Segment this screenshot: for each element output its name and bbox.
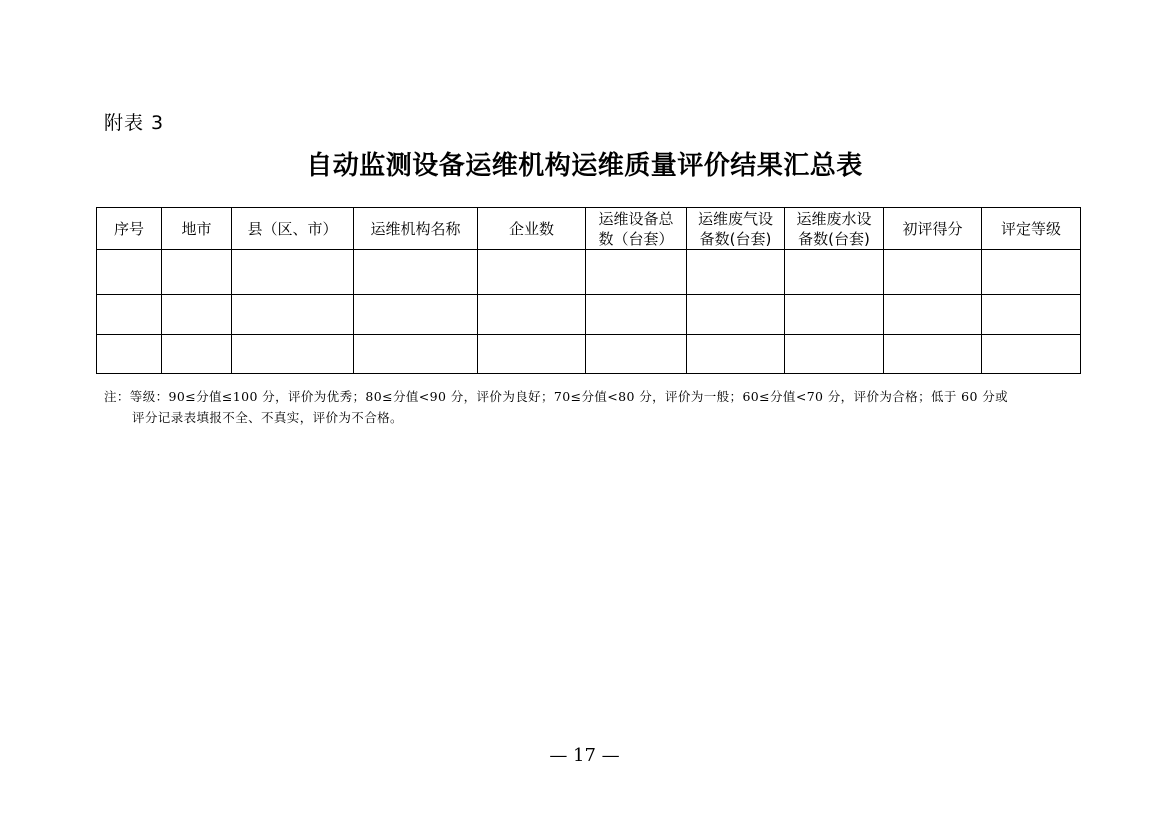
table-cell: [232, 295, 354, 335]
evaluation-summary-table: [96, 207, 1081, 374]
column-header-wastewater-equipment: 运维废水设 备数(台套): [785, 208, 884, 250]
grading-note: [104, 386, 1079, 428]
table-cell: [982, 250, 1081, 295]
table-cell: [687, 250, 785, 295]
table-cell: [785, 295, 884, 335]
column-header-exhaust-equipment: 运维废气设 备数(台套): [687, 208, 785, 250]
table-cell: [884, 335, 982, 374]
table-cell: [785, 335, 884, 374]
column-header-city: 地市: [162, 208, 232, 250]
table-cell: [162, 250, 232, 295]
table-cell: [97, 295, 162, 335]
column-header-initial-score: 初评得分: [884, 208, 982, 250]
table-cell: [232, 250, 354, 295]
column-header-grade: 评定等级: [982, 208, 1081, 250]
column-header-agency-name: 运维机构名称: [354, 208, 478, 250]
table-cell: [884, 295, 982, 335]
column-header-county: 县（区、市）: [232, 208, 354, 250]
table-cell: [982, 295, 1081, 335]
appendix-label: 附表 3: [104, 112, 165, 134]
document-title: 自动监测设备运维机构运维质量评价结果汇总表: [306, 151, 863, 181]
table-cell: [162, 335, 232, 374]
table-cell: [478, 335, 586, 374]
table-row: [97, 250, 1081, 295]
table-cell: [478, 250, 586, 295]
table-cell: [232, 335, 354, 374]
table-cell: [586, 250, 687, 295]
table-cell: [97, 335, 162, 374]
grading-note-line-2: 评分记录表填报不全、不真实，评价为不合格。: [132, 410, 403, 425]
table-cell: [354, 295, 478, 335]
column-header-enterprise-count: 企业数: [478, 208, 586, 250]
table-cell: [687, 295, 785, 335]
grading-note-line-1: 注：等级：90≤分值≤100 分，评价为优秀；80≤分值<90 分，评价为良好；70≤分值<80 分，评价为一般；60≤分值<70 分，评价为合格；低于 60 分或: [104, 389, 1009, 404]
table-cell: [354, 250, 478, 295]
table-cell: [687, 335, 785, 374]
column-header-total-equipment: 运维设备总 数（台套）: [586, 208, 687, 250]
column-header-serial-number: 序号: [97, 208, 162, 250]
table-header-row: [97, 208, 1081, 250]
table-cell: [354, 335, 478, 374]
table-cell: [162, 295, 232, 335]
table-cell: [982, 335, 1081, 374]
table-row: [97, 335, 1081, 374]
table-cell: [785, 250, 884, 295]
page-number: — 17 —: [549, 745, 620, 766]
table-row: [97, 295, 1081, 335]
table-cell: [884, 250, 982, 295]
table-cell: [586, 335, 687, 374]
table-cell: [586, 295, 687, 335]
table-cell: [97, 250, 162, 295]
table-cell: [478, 295, 586, 335]
